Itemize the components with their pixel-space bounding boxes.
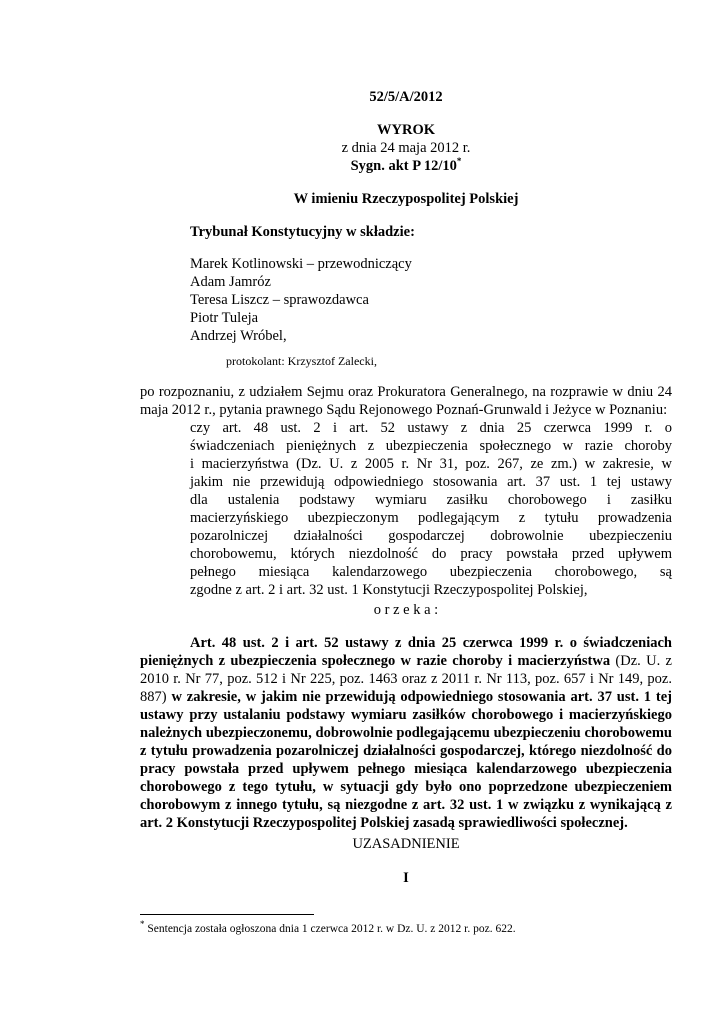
question-line: i macierzyństwa (Dz. U. z 2005 r. Nr 31, poz. 267, ze zm.) w zakresie, w xyxy=(190,456,672,472)
panel-member: Adam Jamróz xyxy=(190,274,271,290)
panel-member: Teresa Liszcz – sprawozdawca xyxy=(190,292,369,308)
footnote xyxy=(140,919,516,936)
ruling-line: 2010 r. Nr 77, poz. 512 i Nr 225, poz. 1463 oraz z 2011 r. Nr 113, poz. 657 i Nr 149, poz. xyxy=(140,671,672,687)
ruling-heading: o r z e k a : xyxy=(373,602,439,618)
panel-member: Andrzej Wróbel, xyxy=(190,328,287,344)
footnote-separator xyxy=(140,914,314,915)
panel-member: Marek Kotlinowski – przewodniczący xyxy=(190,256,412,272)
ruling-line: z tytułu prowadzenia pozarolniczej działalności gospodarczej, którego niezdolność do xyxy=(140,743,672,759)
question-line: jakim nie przewidują odpowiedniego stosowania art. 37 ust. 1 tej ustawy xyxy=(190,474,672,490)
invocation: W imieniu Rzeczypospolitej Polskiej xyxy=(293,191,519,207)
footnote-mark: * xyxy=(140,919,145,930)
case-number xyxy=(140,157,672,175)
footnote-text: Sentencja została ogłoszona dnia 1 czerwca 2012 r. w Dz. U. z 2012 r. poz. 622. xyxy=(144,923,516,935)
question-line: dla ustalenia podstawy wymiaru zasiłku chorobowego i zasiłku xyxy=(190,492,672,508)
footnote-reference: * xyxy=(456,156,462,167)
ruling-line-normal: (Dz. U. z xyxy=(610,653,672,669)
ruling-line-normal: 887) xyxy=(140,689,167,705)
question-line: macierzyńskiego ubezpieczonym podlegającym z tytułu prowadzenia xyxy=(190,510,672,526)
question-line: pełnego miesiąca kalendarzowego ubezpieczenia chorobowego, są xyxy=(190,564,672,580)
ruling-line: Art. 48 ust. 2 i art. 52 ustawy z dnia 25 czerwca 1999 r. o świadczeniach xyxy=(190,635,672,651)
question-line: zgodne z art. 2 i art. 32 ust. 1 Konstytucji Rzeczypospolitej Polskiej, xyxy=(190,582,588,598)
ruling-line-bold: pieniężnych z ubezpieczenia społecznego w razie choroby i macierzyństwa xyxy=(140,653,611,669)
question-line: pozarolniczej działalności gospodarczej dobrowolnie ubezpieczeniu xyxy=(190,528,672,544)
section-number: I xyxy=(403,870,409,886)
ruling-line: należnych ubezpieczonemu, dobrowolnie podlegającemu ubezpieczeniu chorobowemu xyxy=(140,725,672,741)
ruling-date: z dnia 24 maja 2012 r. xyxy=(341,140,471,156)
case-number-text: Sygn. akt P 12/10 xyxy=(350,158,457,174)
ruling-line: pracy powstała przed upływem pełnego miesiąca kalendarzowego ubezpieczenia xyxy=(140,761,672,777)
ruling-line xyxy=(140,688,672,706)
ruling-line: chorobowym z innego tytułu, są niezgodne z art. 32 ust. 1 w związku z wynikającą z xyxy=(140,797,672,813)
ruling-line xyxy=(140,652,672,670)
ruling-line: chorobowego z tego tytułu, w sytuacji gdy było ono poprzedzone ubezpieczeniem xyxy=(140,779,672,795)
intro-line: po rozpoznaniu, z udziałem Sejmu oraz Prokuratora Generalnego, na rozprawie w dniu 24 xyxy=(140,384,672,400)
question-line: czy art. 48 ust. 2 i art. 52 ustawy z dnia 25 czerwca 1999 r. o xyxy=(190,420,672,436)
court-clerk: protokolant: Krzysztof Zalecki, xyxy=(226,354,377,368)
intro-line: maja 2012 r., pytania prawnego Sądu Rejonowego Poznań-Grunwald i Jeżyce w Poznaniu: xyxy=(140,402,668,418)
document-type: WYROK xyxy=(377,122,435,138)
panel-member: Piotr Tuleja xyxy=(190,310,259,326)
question-line: świadczeniach pieniężnych z ubezpieczenia społecznego w razie choroby xyxy=(190,438,672,454)
justification-heading: UZASADNIENIE xyxy=(352,836,460,852)
composition-heading: Trybunał Konstytucyjny w składzie: xyxy=(190,224,415,240)
ruling-line: art. 2 Konstytucji Rzeczypospolitej Polskiej zasadą sprawiedliwości społecznej. xyxy=(140,815,628,831)
question-line: chorobowemu, których niezdolność do pracy powstała przed upływem xyxy=(190,546,672,562)
ruling-line: ustawy przy ustalaniu podstawy wymiaru zasiłków chorobowego i macierzyńskiego xyxy=(140,707,672,723)
ruling-line-bold: w zakresie, w jakim nie przewidują odpowiedniego stosowania art. 37 ust. 1 tej xyxy=(166,689,672,705)
ruling-reference: 52/5/A/2012 xyxy=(369,89,443,105)
